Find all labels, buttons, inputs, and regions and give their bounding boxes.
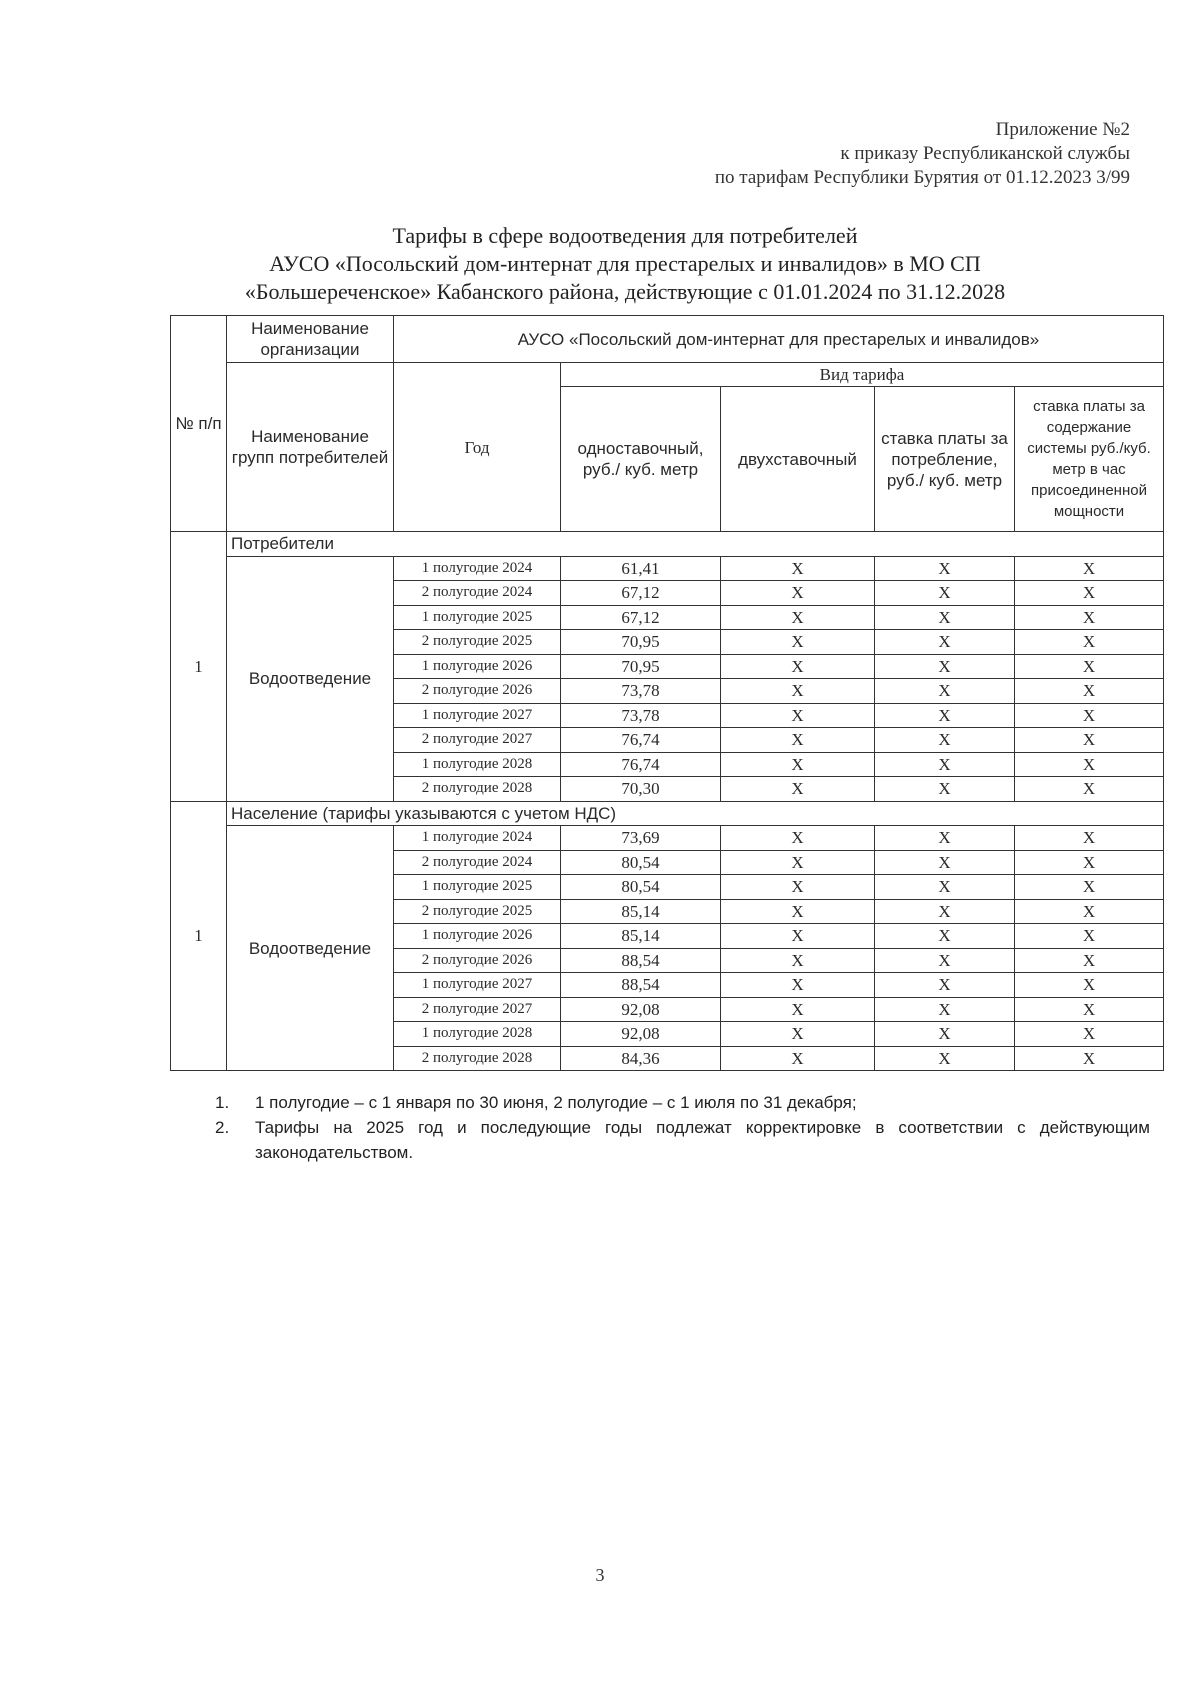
section-title-row xyxy=(171,532,1164,557)
consumption-rate-cell: Х xyxy=(875,777,1015,802)
header-num: № п/п xyxy=(171,316,227,532)
note-number: 2. xyxy=(215,1118,230,1137)
section-title: Потребители xyxy=(227,532,1164,557)
period-cell: 2 полугодие 2025 xyxy=(394,630,561,655)
header-org-name: АУСО «Посольский дом-интернат для престарелых и инвалидов» xyxy=(394,316,1164,363)
single-rate-cell: 73,78 xyxy=(561,703,721,728)
header-single-rate: одноставочный, руб./ куб. метр xyxy=(561,387,721,532)
header-consumption-rate: ставка платы за потребление, руб./ куб. метр xyxy=(875,387,1015,532)
consumption-rate-cell: Х xyxy=(875,997,1015,1022)
two-rate-cell: Х xyxy=(721,948,875,973)
maintenance-rate-cell: Х xyxy=(1015,948,1164,973)
single-rate-cell: 70,95 xyxy=(561,630,721,655)
annex-order-date: по тарифам Республики Бурятия от 01.12.2023 3/99 xyxy=(714,167,1130,188)
maintenance-rate-cell: Х xyxy=(1015,703,1164,728)
note-item xyxy=(215,1090,1150,1115)
consumption-rate-cell: Х xyxy=(875,948,1015,973)
period-cell: 1 полугодие 2026 xyxy=(394,924,561,949)
title-line-2: АУСО «Посольский дом-интернат для престарелых и инвалидов» в МО СП xyxy=(269,251,981,276)
period-cell: 2 полугодие 2027 xyxy=(394,728,561,753)
maintenance-rate-cell: Х xyxy=(1015,973,1164,998)
note-item xyxy=(215,1115,1150,1165)
two-rate-cell: Х xyxy=(721,777,875,802)
consumption-rate-cell: Х xyxy=(875,679,1015,704)
period-cell: 2 полугодие 2028 xyxy=(394,777,561,802)
annex-order-ref: к приказу Республиканской службы xyxy=(840,143,1130,164)
single-rate-cell: 76,74 xyxy=(561,752,721,777)
two-rate-cell: Х xyxy=(721,826,875,851)
period-cell: 1 полугодие 2024 xyxy=(394,556,561,581)
note-text: Тарифы на 2025 год и последующие годы подлежат корректировке в соответствии с действующим законодательством. xyxy=(255,1118,1150,1162)
single-rate-cell: 92,08 xyxy=(561,1022,721,1047)
maintenance-rate-cell: Х xyxy=(1015,899,1164,924)
period-cell: 2 полугодие 2024 xyxy=(394,850,561,875)
header-tariff-type: Вид тарифа xyxy=(561,363,1164,387)
consumer-group: Водоотведение xyxy=(227,826,394,1071)
maintenance-rate-cell: Х xyxy=(1015,728,1164,753)
consumption-rate-cell: Х xyxy=(875,973,1015,998)
two-rate-cell: Х xyxy=(721,899,875,924)
maintenance-rate-cell: Х xyxy=(1015,777,1164,802)
consumption-rate-cell: Х xyxy=(875,752,1015,777)
single-rate-cell: 73,69 xyxy=(561,826,721,851)
two-rate-cell: Х xyxy=(721,654,875,679)
table-row xyxy=(171,556,1164,581)
consumption-rate-cell: Х xyxy=(875,654,1015,679)
annex-title: Приложение №2 xyxy=(995,119,1130,140)
period-cell: 1 полугодие 2024 xyxy=(394,826,561,851)
two-rate-cell: Х xyxy=(721,703,875,728)
period-cell: 2 полугодие 2028 xyxy=(394,1046,561,1071)
period-cell: 2 полугодие 2026 xyxy=(394,948,561,973)
two-rate-cell: Х xyxy=(721,728,875,753)
two-rate-cell: Х xyxy=(721,973,875,998)
single-rate-cell: 80,54 xyxy=(561,850,721,875)
consumption-rate-cell: Х xyxy=(875,924,1015,949)
section-number: 1 xyxy=(171,801,227,1071)
single-rate-cell: 70,95 xyxy=(561,654,721,679)
single-rate-cell: 92,08 xyxy=(561,997,721,1022)
header-year: Год xyxy=(394,363,561,532)
single-rate-cell: 80,54 xyxy=(561,875,721,900)
maintenance-rate-cell: Х xyxy=(1015,556,1164,581)
header-maintenance-rate: ставка платы за содержание системы руб./куб. метр в час присоединенной мощности xyxy=(1015,387,1164,532)
consumption-rate-cell: Х xyxy=(875,1046,1015,1071)
single-rate-cell: 73,78 xyxy=(561,679,721,704)
consumption-rate-cell: Х xyxy=(875,728,1015,753)
consumption-rate-cell: Х xyxy=(875,630,1015,655)
two-rate-cell: Х xyxy=(721,875,875,900)
two-rate-cell: Х xyxy=(721,605,875,630)
consumption-rate-cell: Х xyxy=(875,875,1015,900)
period-cell: 1 полугодие 2028 xyxy=(394,752,561,777)
consumption-rate-cell: Х xyxy=(875,556,1015,581)
header-groups-label: Наименование групп потребителей xyxy=(227,363,394,532)
note-text: 1 полугодие – с 1 января по 30 июня, 2 полугодие – с 1 июля по 31 декабря; xyxy=(255,1093,857,1112)
period-cell: 1 полугодие 2025 xyxy=(394,875,561,900)
maintenance-rate-cell: Х xyxy=(1015,826,1164,851)
maintenance-rate-cell: Х xyxy=(1015,850,1164,875)
section-number: 1 xyxy=(171,532,227,802)
single-rate-cell: 84,36 xyxy=(561,1046,721,1071)
single-rate-cell: 76,74 xyxy=(561,728,721,753)
maintenance-rate-cell: Х xyxy=(1015,875,1164,900)
two-rate-cell: Х xyxy=(721,850,875,875)
consumption-rate-cell: Х xyxy=(875,850,1015,875)
maintenance-rate-cell: Х xyxy=(1015,654,1164,679)
table-row xyxy=(171,826,1164,851)
consumption-rate-cell: Х xyxy=(875,826,1015,851)
section-title: Население (тарифы указываются с учетом НДС) xyxy=(227,801,1164,826)
period-cell: 2 полугодие 2024 xyxy=(394,581,561,606)
consumption-rate-cell: Х xyxy=(875,605,1015,630)
header-org-label: Наименование организации xyxy=(227,316,394,363)
maintenance-rate-cell: Х xyxy=(1015,679,1164,704)
two-rate-cell: Х xyxy=(721,679,875,704)
period-cell: 2 полугодие 2025 xyxy=(394,899,561,924)
two-rate-cell: Х xyxy=(721,1022,875,1047)
two-rate-cell: Х xyxy=(721,630,875,655)
title-line-1: Тарифы в сфере водоотведения для потребителей xyxy=(392,223,858,248)
maintenance-rate-cell: Х xyxy=(1015,1022,1164,1047)
annex-header xyxy=(715,118,1130,190)
period-cell: 2 полугодие 2026 xyxy=(394,679,561,704)
single-rate-cell: 88,54 xyxy=(561,948,721,973)
single-rate-cell: 85,14 xyxy=(561,924,721,949)
single-rate-cell: 88,54 xyxy=(561,973,721,998)
two-rate-cell: Х xyxy=(721,581,875,606)
period-cell: 1 полугодие 2025 xyxy=(394,605,561,630)
consumption-rate-cell: Х xyxy=(875,581,1015,606)
consumption-rate-cell: Х xyxy=(875,1022,1015,1047)
maintenance-rate-cell: Х xyxy=(1015,1046,1164,1071)
document-title xyxy=(180,222,1070,306)
maintenance-rate-cell: Х xyxy=(1015,605,1164,630)
title-line-3: «Большереченское» Кабанского района, действующие с 01.01.2024 по 31.12.2028 xyxy=(244,279,1006,304)
header-two-rate: двухставочный xyxy=(721,387,875,532)
maintenance-rate-cell: Х xyxy=(1015,997,1164,1022)
maintenance-rate-cell: Х xyxy=(1015,581,1164,606)
two-rate-cell: Х xyxy=(721,997,875,1022)
single-rate-cell: 61,41 xyxy=(561,556,721,581)
single-rate-cell: 67,12 xyxy=(561,581,721,606)
single-rate-cell: 67,12 xyxy=(561,605,721,630)
period-cell: 1 полугодие 2027 xyxy=(394,703,561,728)
tariff-table xyxy=(170,315,1164,1071)
single-rate-cell: 70,30 xyxy=(561,777,721,802)
consumption-rate-cell: Х xyxy=(875,899,1015,924)
notes xyxy=(215,1090,1150,1165)
maintenance-rate-cell: Х xyxy=(1015,630,1164,655)
period-cell: 1 полугодие 2028 xyxy=(394,1022,561,1047)
period-cell: 2 полугодие 2027 xyxy=(394,997,561,1022)
maintenance-rate-cell: Х xyxy=(1015,752,1164,777)
note-number: 1. xyxy=(215,1093,230,1112)
two-rate-cell: Х xyxy=(721,1046,875,1071)
two-rate-cell: Х xyxy=(721,556,875,581)
page-number: 3 xyxy=(595,1565,605,1585)
consumption-rate-cell: Х xyxy=(875,703,1015,728)
two-rate-cell: Х xyxy=(721,752,875,777)
single-rate-cell: 85,14 xyxy=(561,899,721,924)
period-cell: 1 полугодие 2027 xyxy=(394,973,561,998)
period-cell: 1 полугодие 2026 xyxy=(394,654,561,679)
section-title-row xyxy=(171,801,1164,826)
maintenance-rate-cell: Х xyxy=(1015,924,1164,949)
consumer-group: Водоотведение xyxy=(227,556,394,801)
two-rate-cell: Х xyxy=(721,924,875,949)
